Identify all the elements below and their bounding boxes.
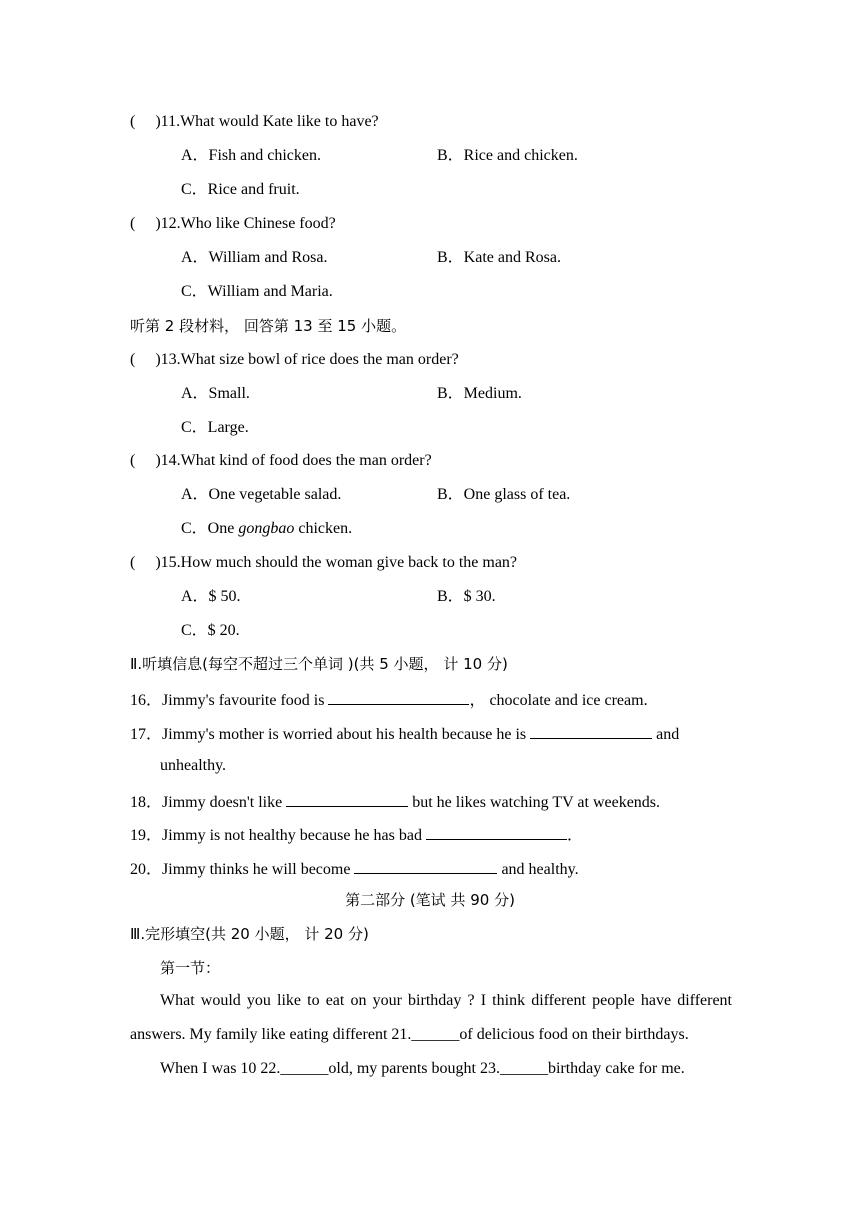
answer-bracket-close: ) bbox=[155, 215, 161, 232]
question-stem: 11.What would Kate like to have? bbox=[160, 113, 379, 130]
question-14 bbox=[130, 451, 432, 471]
option-b: B．$ 30. bbox=[437, 588, 496, 605]
fill-item-17-continuation: unhealthy. bbox=[160, 757, 227, 774]
question-stem: 15.How much should the woman give back to the man? bbox=[160, 554, 518, 571]
option-b: B．Medium. bbox=[437, 385, 522, 402]
answer-blank[interactable] bbox=[530, 722, 652, 739]
answer-bracket-close: ) bbox=[155, 351, 161, 368]
option-c bbox=[181, 519, 352, 539]
item-number: 16． bbox=[130, 692, 163, 709]
passage-paragraph-2: When I was 10 22.______old, my parents bought 23.______birthday cake for me. bbox=[160, 1060, 685, 1077]
item-text: Jimmy's mother is worried about his health because he is bbox=[162, 726, 531, 743]
item-text: Jimmy is not healthy because he has bad bbox=[162, 827, 426, 844]
answer-bracket-open: ( bbox=[130, 113, 136, 130]
option-a: A．Fish and chicken. bbox=[181, 147, 321, 164]
fill-item-17 bbox=[130, 722, 679, 745]
answer-blank[interactable] bbox=[354, 857, 497, 874]
answer-blank[interactable] bbox=[426, 823, 567, 840]
section-instruction: 听第 2 段材料， 回答第 13 至 15 小题。 bbox=[130, 317, 407, 335]
option-b: B．Kate and Rosa. bbox=[437, 249, 561, 266]
question-stem: 14.What kind of food does the man order? bbox=[160, 452, 432, 469]
answer-blank[interactable] bbox=[328, 688, 469, 705]
answer-bracket-open: ( bbox=[130, 351, 136, 368]
item-text: ， chocolate and ice cream. bbox=[469, 692, 648, 709]
option-a: A．$ 50. bbox=[181, 588, 241, 605]
item-text: ． bbox=[566, 827, 583, 844]
second-part-title: 第二部分 (笔试 共 90 分) bbox=[345, 891, 515, 909]
passage-paragraph-1: What would you like to eat on your birthday ? I think different people have different answers. My family like eating different 21.______of delicious food on their birthdays. bbox=[130, 992, 732, 1043]
item-number: 18． bbox=[130, 794, 163, 811]
item-text: and healthy. bbox=[497, 861, 579, 878]
item-text: Jimmy thinks he will become bbox=[162, 861, 355, 878]
option-c-italic-word: gongbao bbox=[238, 520, 295, 537]
item-number: 19． bbox=[130, 827, 163, 844]
option-a: A．William and Rosa. bbox=[181, 249, 328, 266]
answer-blank[interactable] bbox=[286, 790, 408, 807]
section-1-label: 第一节： bbox=[160, 959, 221, 977]
option-c: C．Large. bbox=[181, 419, 249, 436]
option-b: B．One glass of tea. bbox=[437, 486, 571, 503]
option-c-prefix: C．One bbox=[181, 520, 239, 537]
item-text: and bbox=[652, 726, 680, 743]
option-a: A．One vegetable salad. bbox=[181, 486, 342, 503]
item-number: 20． bbox=[130, 861, 163, 878]
option-b: B．Rice and chicken. bbox=[437, 147, 578, 164]
option-c: C．William and Maria. bbox=[181, 283, 333, 300]
answer-bracket-open: ( bbox=[130, 554, 136, 571]
fill-item-18 bbox=[130, 790, 660, 813]
answer-bracket-close: ) bbox=[155, 554, 161, 571]
item-text: but he likes watching TV at weekends. bbox=[408, 794, 661, 811]
option-c-suffix: chicken. bbox=[294, 520, 353, 537]
part-2-heading: Ⅱ.听填信息(每空不超过三个单词 )(共 5 小题， 计 10 分) bbox=[130, 655, 508, 673]
question-12 bbox=[130, 214, 336, 234]
question-stem: 12.Who like Chinese food? bbox=[160, 215, 336, 232]
cloze-passage bbox=[130, 984, 732, 1086]
item-number: 17． bbox=[130, 726, 163, 743]
question-stem: 13.What size bowl of rice does the man order? bbox=[160, 351, 459, 368]
option-c: C．$ 20. bbox=[181, 622, 240, 639]
option-c: C．Rice and fruit. bbox=[181, 181, 300, 198]
question-15 bbox=[130, 553, 517, 573]
fill-item-20 bbox=[130, 857, 579, 880]
answer-bracket-close: ) bbox=[155, 113, 161, 130]
answer-bracket-close: ) bbox=[155, 452, 161, 469]
item-text: Jimmy's favourite food is bbox=[162, 692, 329, 709]
answer-bracket-open: ( bbox=[130, 215, 136, 232]
answer-bracket-open: ( bbox=[130, 452, 136, 469]
question-11 bbox=[130, 112, 379, 132]
fill-item-16 bbox=[130, 688, 648, 711]
item-text: Jimmy doesn't like bbox=[162, 794, 287, 811]
option-a: A．Small. bbox=[181, 385, 250, 402]
part-3-heading: Ⅲ.完形填空(共 20 小题， 计 20 分) bbox=[130, 925, 369, 943]
fill-item-19 bbox=[130, 823, 583, 846]
question-13 bbox=[130, 350, 459, 370]
